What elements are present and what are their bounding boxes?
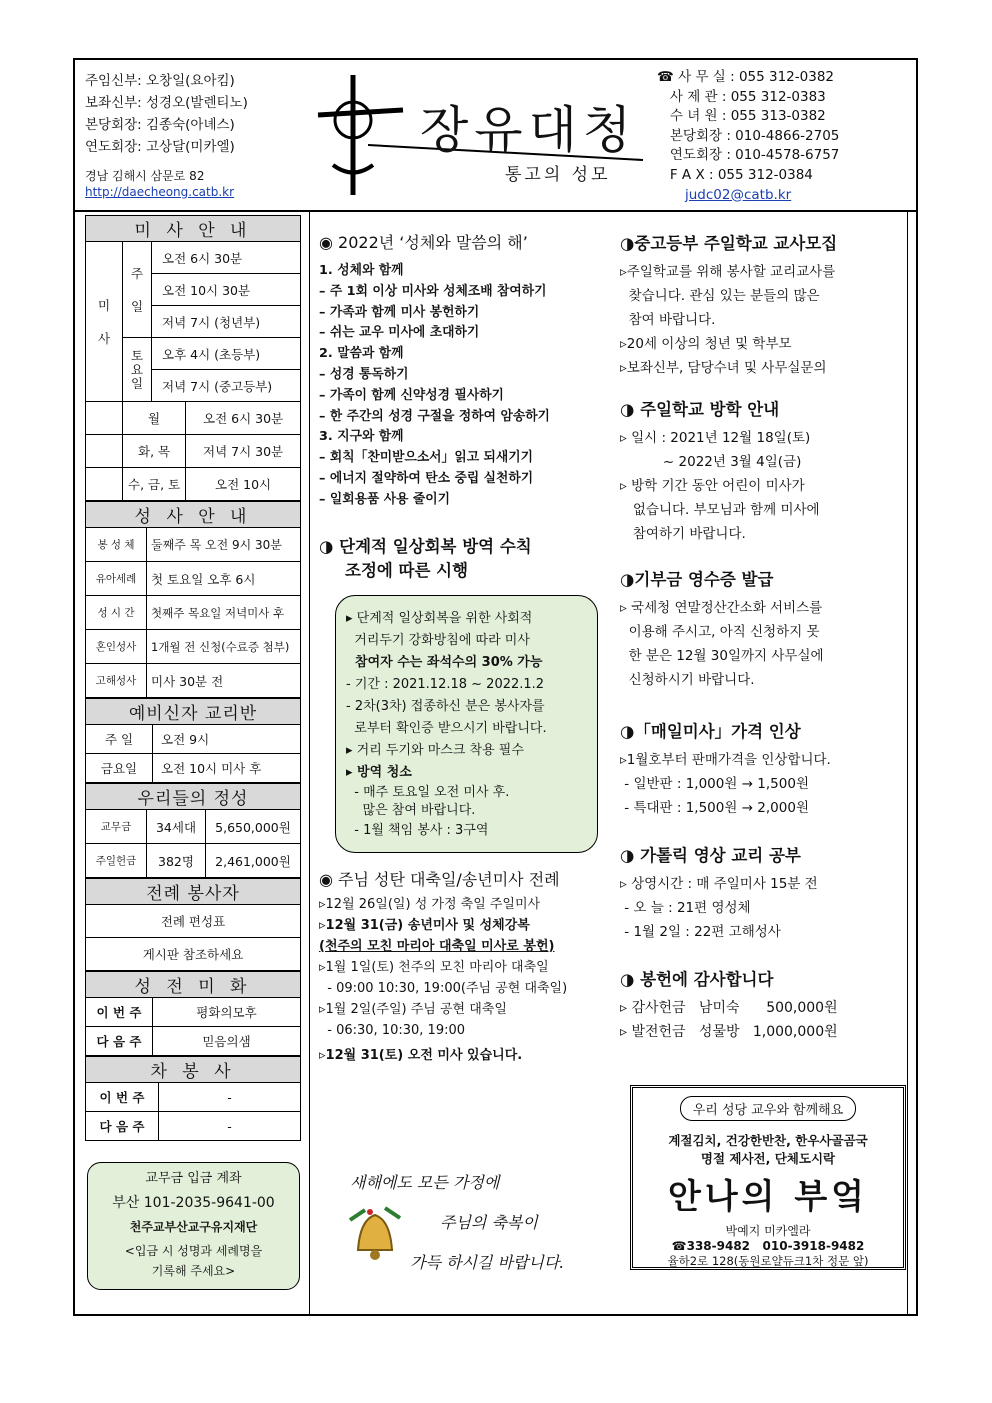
ad-pill: 우리 성당 교우와 함께해요 (680, 1096, 857, 1121)
header (75, 60, 916, 212)
right-column (620, 230, 910, 1044)
ad-name: 안나의 부엌 (667, 1177, 869, 1217)
mass-table: 미 사 안 내 미 사 주 일 오전 6시 30분 오전 10시 30분 저녁 7시 (청년부) 토 요 일 오후 4시 (초등부) 저녁 7시 (중고등부) 월 오전 6시 30분 화, 목 저녁 7시 30분 수, 금, 토 오전 10시 (85, 215, 301, 501)
contact-row: F A X : 055 312-0384 (669, 166, 813, 183)
catechumen-table: 예비신자 교리반 주 일 오전 9시 금요일 오전 10시 미사 후 (85, 698, 301, 783)
year-theme-list: 1. 성체와 함께 – 주 1회 이상 미사와 성체조배 참여하기 – 가족과 함께 미사 봉헌하기 – 쉬는 교우 미사에 초대하기 2. 말씀과 함께 – 성경 통독하기 – 가족이 함께 신약성경 필사하기 – 한 주간의 성경 구절을 정하여 암송하기 3. 지구와 함께 – 회칙「찬미받으소서」읽고 되새기기 – 에너지 절약하여 탄소 중립 실천하기 – 일회용품 사용 줄이기 (319, 263, 550, 507)
christmas-notice: ◉ 주님 성탄 대축일/송년미사 전례 ▹12월 26일(일) 성 가정 축일 주일미사 ▹12월 31(금) 송년미사 및 성체강복 (천주의 모친 마리아 대축일 미사로 봉헌) ▹1월 1일(토) 천주의 모친 마리아 대축일 - 09:00 10:30, 19:00(주님 공현 대축일) ▹1월 2일(주일) 주님 공현 대축일 - 06:30, 10:30, 19:00 ▹12월 31(토) 오전 미사 있습니다. (319, 869, 568, 1063)
parish-url-link[interactable]: http://daecheong.catb.kr (85, 185, 235, 199)
bank-account-box: 교무금 입금 계좌 부산 101-2035-9641-00 천주교부산교구유지재단 <입금 시 성명과 세례명을 기록해 주세요> (87, 1162, 300, 1290)
parish-subtitle: 통고의 성모 (505, 165, 611, 185)
staff-list (85, 70, 248, 158)
email-link[interactable]: judc02@catb.kr (685, 186, 792, 203)
covid-box: ▸ 단계적 일상회복을 위한 사회적 거리두기 강화방침에 따라 미사 참여자 수는 좌석수의 30% 가능 - 기간 : 2021.12.18 ~ 2022.1.2 - 2차(3차) 접종하신 분은 봉사자를 로부터 확인증 받으시기 바랍니다. ▸ 거리 두기와 마스크 착용 필수 ▸ 방역 청소 - 매주 토요일 오전 미사 후. 많은 참여 바랍니다. - 1월 책임 봉사 : 3구역 (335, 595, 598, 853)
contact-row: 수 녀 원 : 055 313-0382 (669, 108, 826, 125)
flower-table: 성 전 미 화 이 번 주 평화의모후 다 음 주 믿음의샘 (85, 971, 301, 1056)
car-table: 차 봉 사 이 번 주 - 다 음 주 - (85, 1056, 301, 1141)
middle-column (319, 230, 609, 1066)
bulletin-page (73, 58, 918, 1316)
contact-list (657, 68, 839, 205)
year-theme-title: ◉ 2022년 ‘성체와 말씀의 해’ (319, 233, 528, 252)
section-title: 예비신자 교리반 (86, 699, 301, 725)
covid-notice: ◑ 단계적 일상회복 방역 수칙 조정에 따른 시행 ▸ 단계적 일상회복을 위한 사회적 거리두기 강화방침에 따라 미사 참여자 수는 좌석수의 30% 가능 - 기간 : 2021.12.18 ~ 2022.1.2 - 2차(3차) 접종하신 분은 봉사자를 로부터 확인증 받으시기 바랍니다. ▸ 거리 두기와 마스크 착용 필수 ▸ 방역 청소 - 매주 토요일 오전 미사 후. 많은 참여 바랍니다. - 1월 책임 봉사 : 3구역 (319, 533, 609, 853)
contact-row: 본당회장 : 010-4866-2705 (669, 127, 840, 144)
contact-row: ☎ 사 무 실 : 055 312-0382 (657, 69, 834, 85)
daily-missal-price: ◑「매일미사」가격 인상 ▹1월호부터 판매가격을 인상합니다. - 일반판 : 1,000원 → 1,500원 - 특대판 : 1,500원 → 2,000원 (620, 722, 831, 816)
staff-row: 본당회장: 김종숙(아녜스) (85, 117, 235, 133)
donation-receipt: ◑기부금 영수증 발급 ▹ 국세청 연말정산간소화 서비스를 이용해 주시고, 아직 신청하지 못 한 분은 12월 30일까지 사무실에 신청하시기 바랍니다. (620, 570, 824, 688)
restaurant-ad: 우리 성당 교우와 함께해요 계절김치, 건강한반찬, 한우사골곰국 명절 제사전, 단체도시락 안나의 부엌 박예지 미카엘라 ☎338-9482 010-3918-9482 율하2로 128(동원로얄듀크1차 정문 앞) (630, 1085, 906, 1270)
left-column (85, 215, 301, 1141)
section-title: 차 봉 사 (86, 1057, 301, 1083)
staff-row: 주임신부: 오창일(요아킴) (85, 73, 235, 89)
section-title: 전례 봉사자 (86, 879, 301, 905)
staff-row: 보좌신부: 성경오(발렌티노) (85, 95, 248, 111)
contact-row: 연도회장 : 010-4578-6757 (669, 147, 840, 164)
offering-table: 우리들의 정성 교무금 34세대 5,650,000원 주일헌금 382명 2,461,000원 (85, 783, 301, 878)
thanks-offering: ◑ 봉헌에 감사합니다 ▹ 감사헌금 남미숙 500,000원 ▹ 발전헌금 성물방 1,000,000원 (620, 970, 838, 1040)
section-title: 성 사 안 내 (86, 502, 301, 528)
section-title: 성 전 미 화 (86, 972, 301, 998)
phone-icon: ☎ (657, 69, 679, 85)
liturgy-table: 전례 봉사자 전례 편성표 게시판 참조하세요 (85, 878, 301, 971)
contact-row: 사 제 관 : 055 312-0383 (669, 88, 826, 105)
parish-address: 경남 김해시 삼문로 82 http://daecheong.catb.kr (85, 169, 235, 199)
column-divider (309, 210, 310, 1314)
new-year-greeting: 새해에도 모든 가정에 주님의 축복이 가득 하시길 바랍니다. (330, 1170, 630, 1280)
bell-icon (340, 1200, 410, 1270)
section-title: 우리들의 정성 (86, 784, 301, 810)
school-vacation: ◑ 주일학교 방학 안내 ▹ 일시 : 2021년 12월 18일(토) ~ 2022년 3월 4일(금) ▹ 방학 기간 동안 어린이 미사가 없습니다. 부모님과 함께 미사에 참여하기 바랍니다. (620, 400, 820, 542)
section-title: 미 사 안 내 (86, 216, 301, 242)
parish-title: 장유대청 (420, 101, 638, 159)
teacher-recruit: ◑중고등부 주일학교 교사모집 ▹주일학교를 위해 봉사할 교리교사를 찾습니다. 관심 있는 분들의 많은 참여 바랍니다. ▹20세 이상의 청년 및 학부모 ▹보좌신부, 담당수녀 및 사무실문의 (620, 234, 838, 376)
staff-row: 연도회장: 고상달(미카엘) (85, 139, 235, 155)
sacrament-table: 성 사 안 내 봉 성 체 둘째주 목 오전 9시 30분 유아세례 첫 토요일 오후 6시 성 시 간 첫째주 목요일 저녁미사 후 혼인성사 1개월 전 신청(수료증 첨부) 고해성사 미사 30분 전 (85, 501, 301, 698)
video-catechism: ◑ 가톨릭 영상 교리 공부 ▹ 상영시간 : 매 주일미사 15분 전 - 오 늘 : 21편 영성체 - 1월 2일 : 22편 고해성사 (620, 846, 818, 940)
